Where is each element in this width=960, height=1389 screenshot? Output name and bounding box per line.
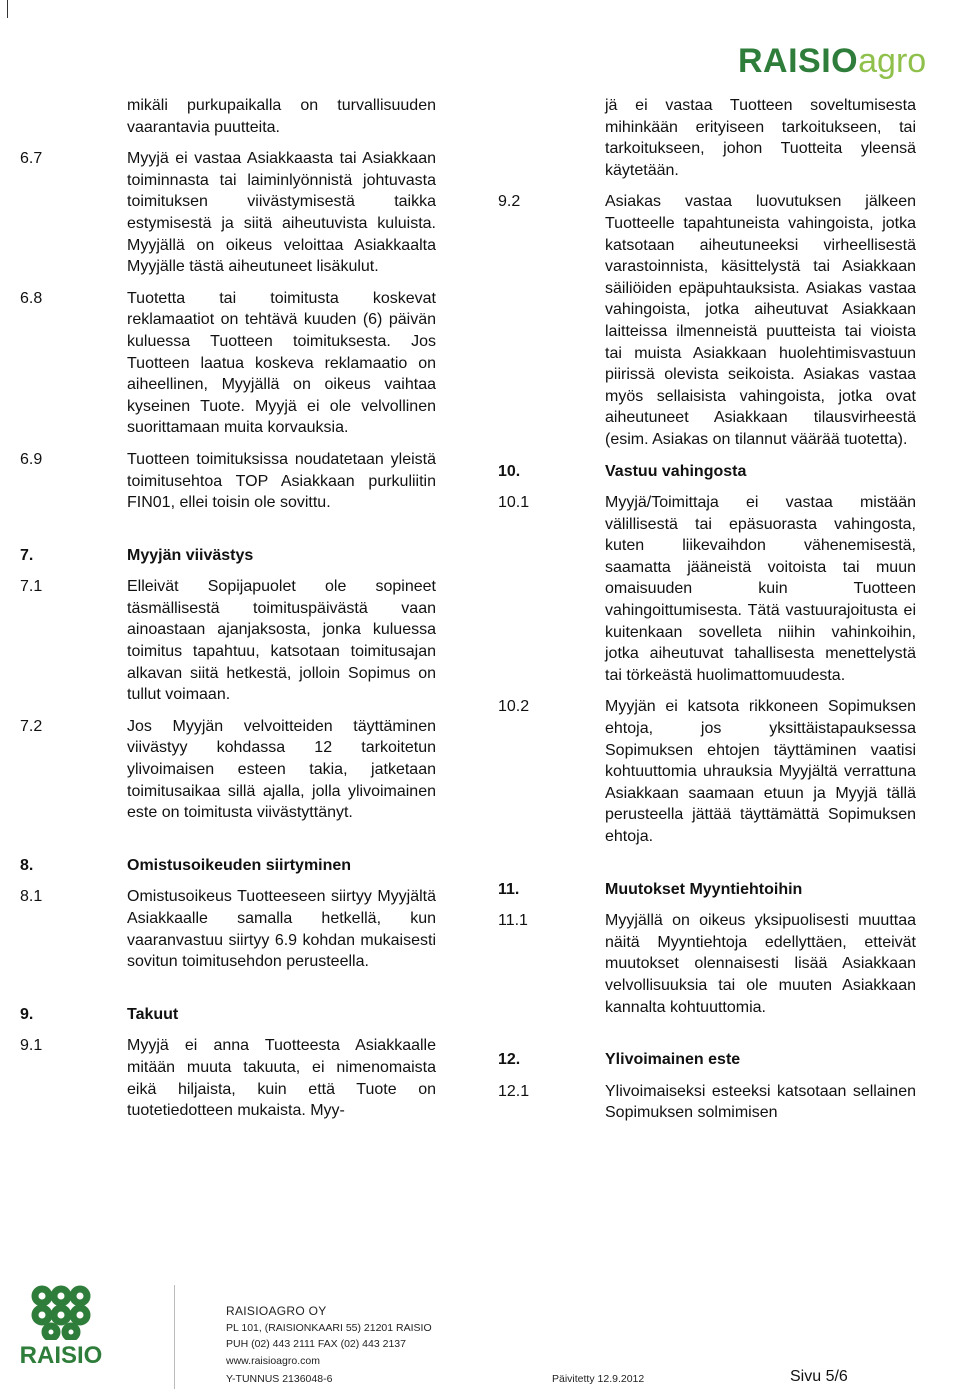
section-title: Myyjän viivästys — [127, 546, 254, 564]
clause-paragraph — [498, 191, 916, 450]
clause-text: Omistusoikeus Tuotteeseen siirtyy Myyjältä Asiakkaalle samalla hetkellä, kun vaaranvastuu siirtyy 6.9 kohdan mukaisesti sovitun toimitusehdon perusteella. — [127, 888, 436, 971]
footer-company: RAISIOAGRO OY — [226, 1304, 327, 1318]
left-column — [20, 95, 436, 1122]
clause-paragraph — [498, 95, 916, 181]
section-heading — [498, 879, 916, 901]
footer-phone: PUH (02) 443 2111 FAX (02) 443 2137 — [226, 1338, 406, 1350]
clause-number: 9.2 — [498, 193, 521, 211]
clause-text: Tuotetta tai toimitusta koskevat reklamaatiot on tehtävä kuuden (6) päivän kuluessa Tuotteen toimituksesta. Jos Tuotteen laatua koskeva reklamaatio on aiheellinen, Myyjällä on oikeus vaihtaa kyseinen Tuote. Myyjä ei ole velvollinen suorittamaan muita korvauksia. — [127, 289, 436, 437]
clause-paragraph — [498, 696, 916, 847]
clause-number: 10.2 — [498, 698, 530, 716]
clause-number: 8.1 — [20, 888, 43, 906]
clause-number: 7.2 — [20, 717, 43, 735]
section-heading — [20, 545, 436, 567]
clause-number: 8. — [20, 856, 34, 874]
section-heading — [20, 1004, 436, 1026]
clause-text: Ylivoimaiseksi esteeksi katsotaan sellainen Sopimuksen solmimisen — [605, 1082, 916, 1122]
raisio-emblem-icon — [28, 1282, 94, 1340]
clause-paragraph — [20, 449, 436, 514]
section-heading — [498, 1049, 916, 1071]
right-column — [498, 95, 916, 1124]
clause-text: Myyjä ei vastaa Asiakkaasta tai Asiakkaan toiminnasta tai laiminlyönnistä johtuvasta toimituksen viivästymisestä taikka estymisestä ja siitä aiheutuvista kuluista. Myyjällä on oikeus veloittaa Asiakkaalta Myyjälle tästä aiheutuneet lisäkulut. — [127, 150, 436, 276]
clause-number: 10. — [498, 462, 521, 480]
clause-paragraph — [20, 288, 436, 439]
clause-paragraph — [20, 886, 436, 972]
clause-number: 11.1 — [498, 912, 528, 930]
clause-number: 9. — [20, 1005, 34, 1023]
clause-paragraph — [20, 716, 436, 824]
footer-web-link[interactable]: www.raisioagro.com — [226, 1354, 320, 1367]
clause-number — [20, 95, 127, 138]
clause-text: jä ei vastaa Tuotteen soveltumisesta mihinkään erityiseen tarkoitukseen, tai tarkoitukseen, johon Tuotteita yleensä käytetään. — [605, 97, 916, 179]
page-edge-mark — [7, 0, 8, 18]
clause-number: 10.1 — [498, 494, 530, 512]
logo-text-raisio: RAISIO — [738, 42, 859, 80]
section-title: Omistusoikeuden siirtyminen — [127, 856, 352, 874]
clause-paragraph — [498, 910, 916, 1018]
raisioagro-logo — [738, 42, 926, 82]
clause-number: 12. — [498, 1051, 521, 1069]
clause-paragraph — [498, 1081, 916, 1124]
section-heading — [20, 855, 436, 877]
clause-text: Asiakas vastaa luovutuksen jälkeen Tuotteelle tapahtuneista vahingoista, jotka katsotaan aiheutuneeksi virheellisestä varastoinnista, käsittelystä tai Asiakkaan säiliöiden epäpuhtauksista. Asiakas vastaa vahingoista, jotka aiheutuvat Asiakkaan laitteissa ilmenneistä puutteista tai vioista tai muista Asiakkaan huolehtimisvastuun piirissä olevista seikoista. Asiakas vastaa myös sellaisista vahingoista, jotka ovat aiheutuneet Asiakkaan tilausvirheestä (esim. Asiakas on tilannut väärää tuotetta). — [605, 193, 916, 448]
clause-text: mikäli purkupaikalla on turvallisuuden vaarantavia puutteita. — [127, 97, 436, 136]
clause-text: Elleivät Sopijapuolet ole sopineet täsmällisestä toimituspäivästä vaan ainoastaan ajanjaksosta, jonka kuluessa toimitus tapahtuu, katsotaan toimitusajan alkavan siitä hetkestä, jolloin Sopimus on tullut voimaan. — [127, 578, 436, 704]
clause-number: 9.1 — [20, 1037, 43, 1055]
raisio-logo — [12, 1282, 110, 1370]
clause-paragraph — [20, 148, 436, 278]
clause-text: Myyjällä on oikeus yksipuolisesti muuttaa näitä Myyntiehtoja edellyttäen, etteivät muutokset olennaisesti lisää Asiakkaan velvollisuuksia tai ole muuten Asiakkaan kannalta kohtuuttomia. — [605, 912, 916, 1016]
clause-number: 7.1 — [20, 578, 43, 596]
clause-text: Tuotteen toimituksissa noudatetaan yleistä toimitusehtoa TOP Asiakkaan purkuliitin FIN01, ellei toisin ole sovittu. — [127, 450, 436, 512]
clause-text: Jos Myyjän velvoitteiden täyttäminen viivästyy kohdassa 12 tarkoitetun ylivoimaisen esteen takia, jatketaan toimitusaikaa sillä ajalla, jolla ylivoimainen este on toimitusta viivästyttänyt. — [127, 717, 436, 822]
clause-number: 12.1 — [498, 1082, 530, 1100]
section-title: Takuut — [127, 1005, 179, 1023]
clause-text: Myyjän ei katsota rikkoneen Sopimuksen ehtoja, jos yksittäistapauksessa Sopimuksen ehtojen täyttäminen vaatisi kohtuuttomia uhrauksia Myyjältä verrattuna Asiakkaan saamaan etuun ja Myyjä tällä perusteella jättää täyttämättä Sopimuksen ehtoja. — [605, 698, 916, 845]
page-number: Sivu 5/6 — [790, 1368, 848, 1385]
clause-paragraph — [498, 492, 916, 686]
clause-text: Myyjä ei anna Tuotteesta Asiakkaalle mitään muuta takuuta, ei nimenomaista eikä hiljaista, kuin että Tuote on tuotetiedotteen mukaista. Myy- — [127, 1037, 436, 1120]
section-title: Vastuu vahingosta — [605, 462, 747, 480]
clause-number: 11. — [498, 880, 520, 898]
clause-number: 6.8 — [20, 289, 43, 307]
clause-number: 6.9 — [20, 450, 43, 468]
clause-number — [498, 95, 605, 181]
footer-address: PL 101, (RAISIONKAARI 55) 21201 RAISIO — [226, 1321, 432, 1334]
logo-text-agro: agro — [858, 42, 927, 80]
section-title: Muutokset Myyntiehtoihin — [605, 880, 803, 898]
clause-number: 6.7 — [20, 150, 43, 168]
section-heading — [498, 461, 916, 483]
footer-business-id: Y-TUNNUS 2136048-6 — [226, 1373, 333, 1385]
clause-paragraph — [20, 576, 436, 706]
clause-text: Myyjä/Toimittaja ei vastaa mistään välillisestä tai epäsuorasta vahingosta, kuten liikevaihdon vähenemisestä, saamatta jääneistä voitoista tai muun omaisuuden kuin Tuotteen vahingoittumisesta. Tätä vastuurajoitusta ei kuitenkaan sovelleta niihin vahinkoihin, jotka aiheutuvat tahallisesta menettelystä tai törkeästä huolimattomuudesta. — [605, 494, 916, 684]
raisio-logo-word: RAISIO — [19, 1342, 103, 1369]
footer-updated: Päivitetty 12.9.2012 — [552, 1373, 645, 1385]
section-title: Ylivoimainen este — [605, 1051, 741, 1069]
clause-paragraph — [20, 1035, 436, 1121]
clause-paragraph — [20, 95, 436, 138]
clause-number: 7. — [20, 546, 34, 564]
footer-divider — [174, 1285, 175, 1389]
footer-contact — [226, 1303, 432, 1369]
